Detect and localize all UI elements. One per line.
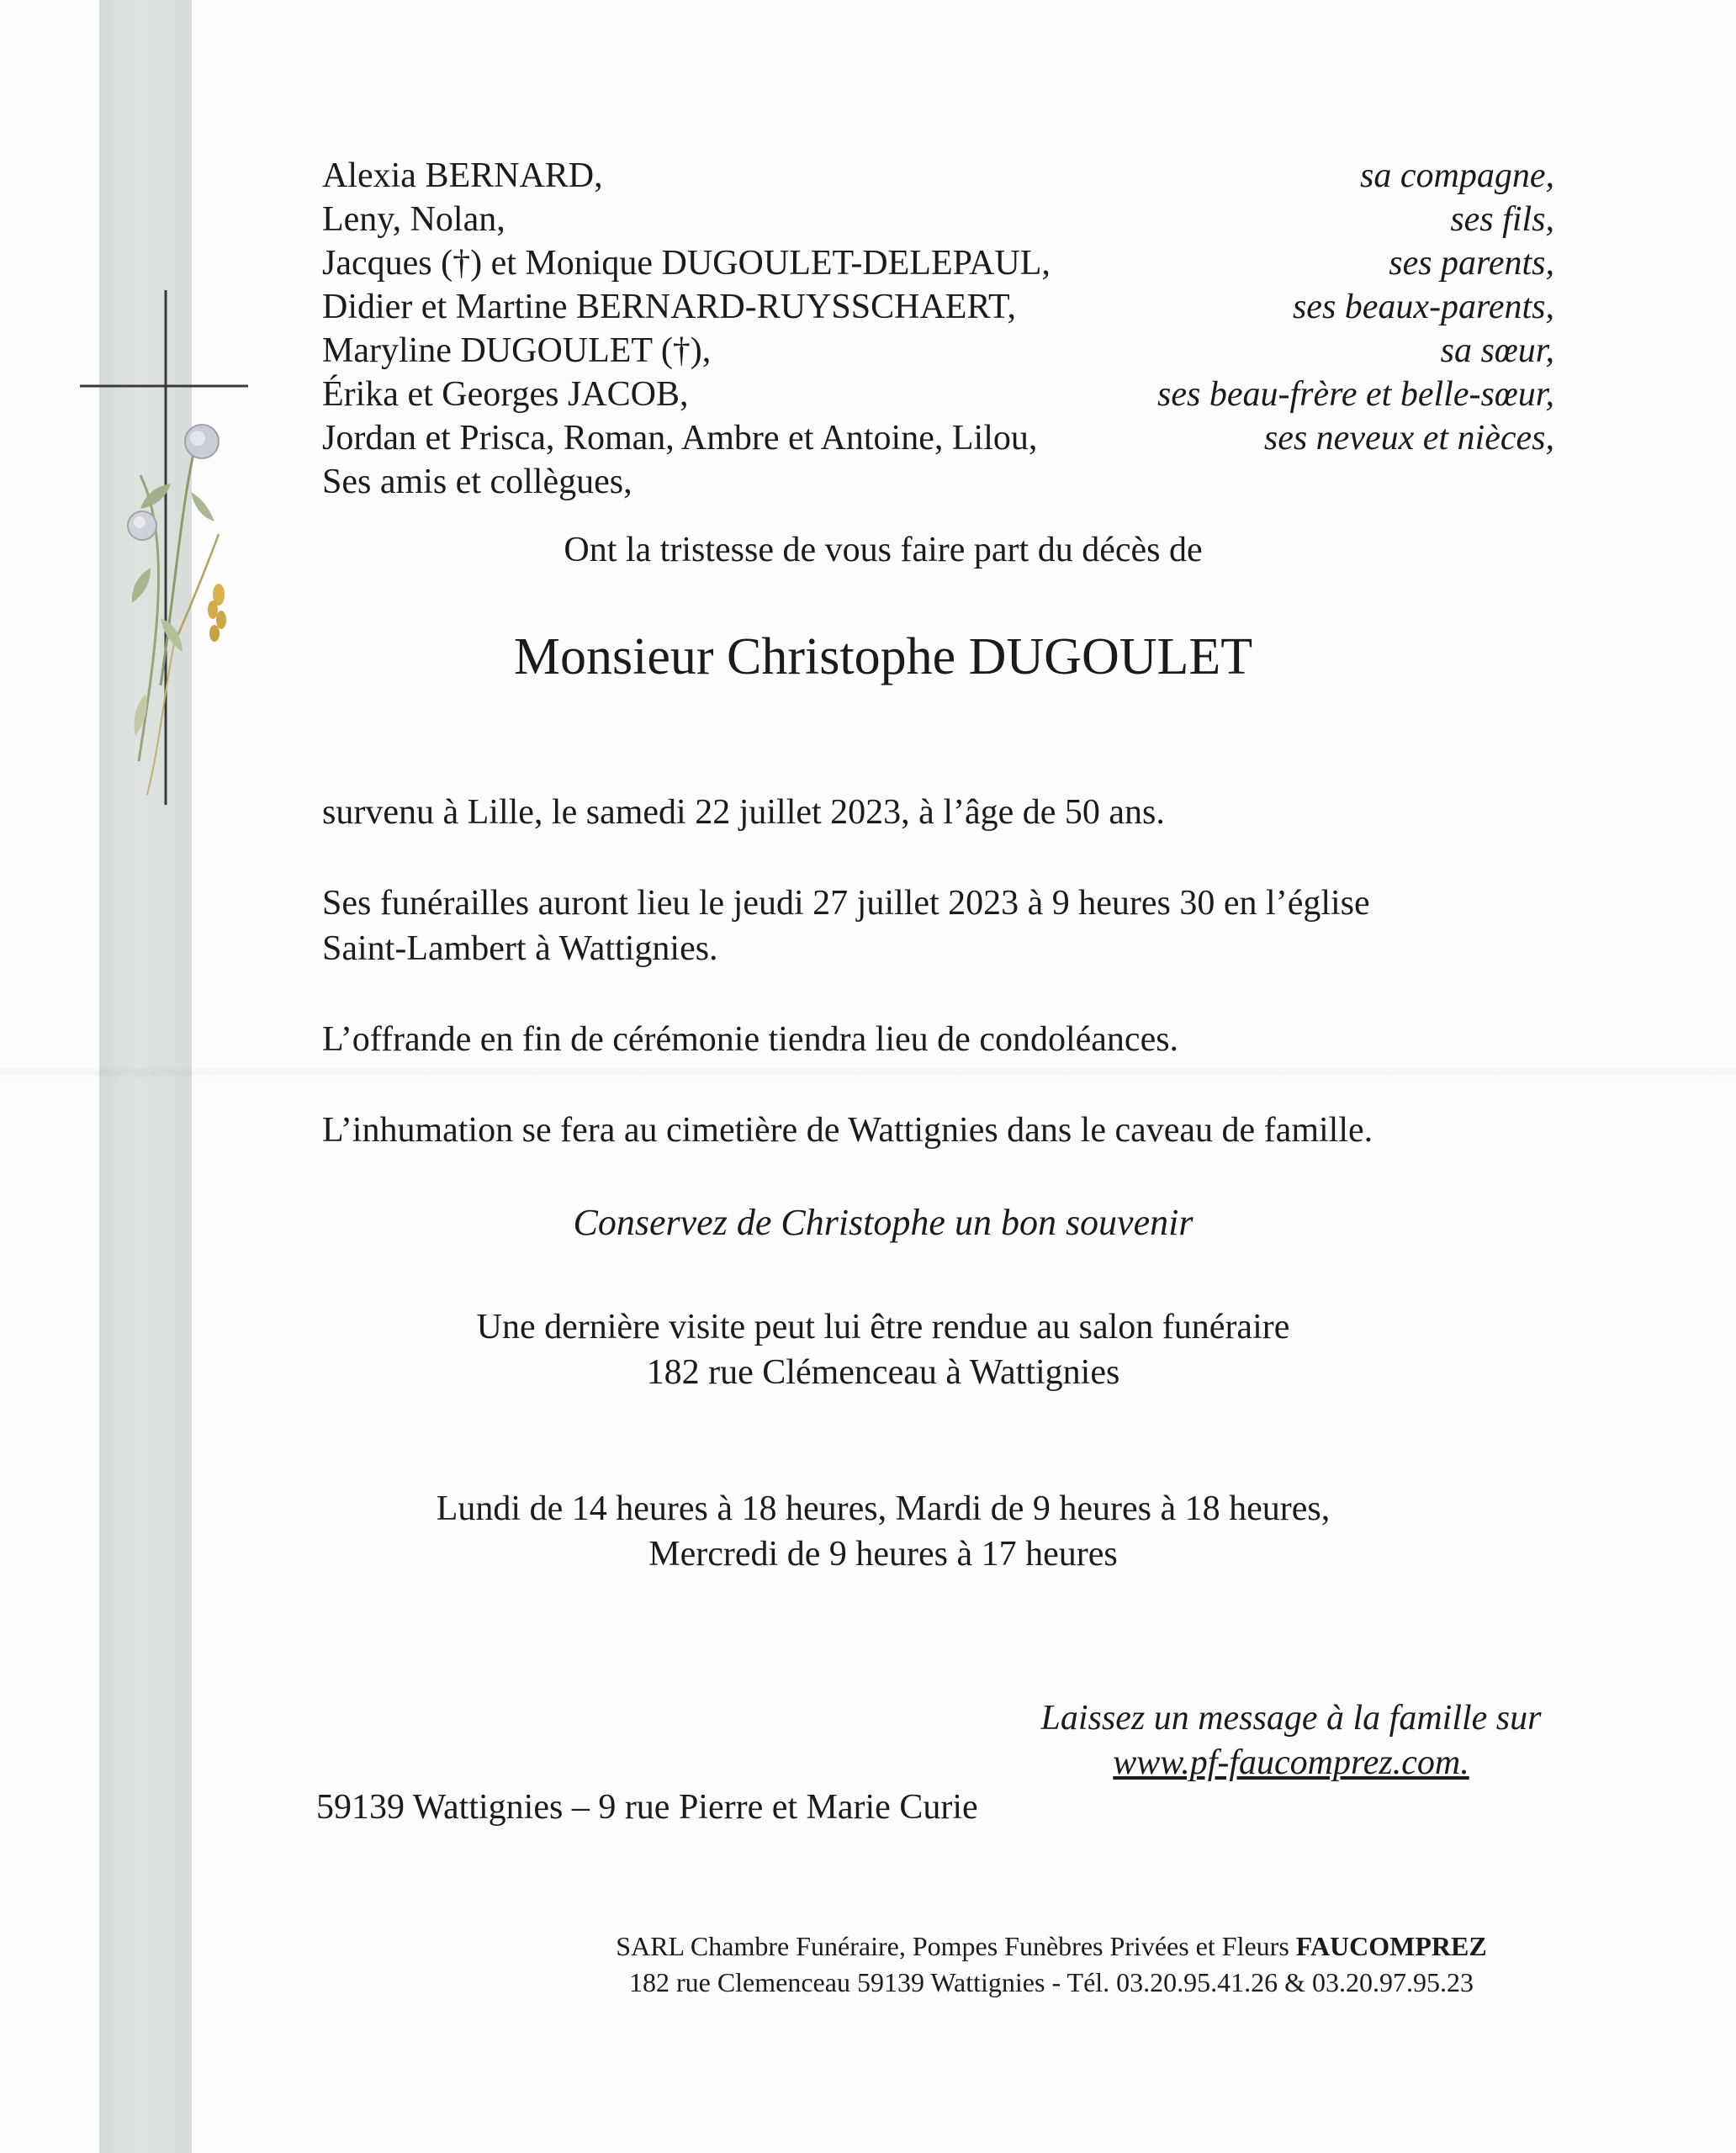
family-relation-5: sa sœur, (1440, 331, 1554, 370)
funeral-details-line2: Saint-Lambert à Wattignies. (322, 929, 718, 968)
death-details: survenu à Lille, le samedi 22 juillet 2023, à l’âge de 50 ans. (322, 793, 1165, 832)
family-names-list (322, 154, 1051, 504)
memory-phrase: Conservez de Christophe un bon souvenir (573, 1202, 1194, 1243)
family-name-4: Didier et Martine BERNARD-RUYSSCHAERT, (322, 288, 1016, 326)
offering-note: L’offrande en fin de cérémonie tiendra lieu de condoléances. (322, 1020, 1179, 1059)
family-name-7: Jordan et Prisca, Roman, Ambre et Antoine, Lilou, (322, 419, 1038, 458)
funeral-details-line1: Ses funérailles auront lieu le jeudi 27 juillet 2023 à 9 heures 30 en l’église (322, 884, 1370, 923)
family-relation-3: ses parents, (1389, 244, 1554, 283)
family-relation-7: ses neveux et nièces, (1263, 419, 1554, 458)
family-name-1: Alexia BERNARD, (322, 156, 603, 195)
announcement-text: Ont la tristesse de vous faire part du décès de (564, 531, 1203, 569)
visit-info-line2: 182 rue Clémenceau à Wattignies (646, 1353, 1120, 1392)
footer-company-line (505, 1928, 1598, 1964)
visiting-hours-line1: Lundi de 14 heures à 18 heures, Mardi de 9 heures à 18 heures, (436, 1489, 1331, 1528)
message-prompt: Laissez un message à la famille sur (1040, 1699, 1542, 1738)
family-relation-2: ses fils, (1450, 200, 1554, 239)
family-name-5: Maryline DUGOULET (†), (322, 331, 712, 370)
family-relation-6: ses beau-frère et belle-sœur, (1156, 375, 1554, 414)
funeral-home-address: 59139 Wattignies – 9 rue Pierre et Marie Curie (316, 1788, 978, 1827)
family-name-6: Érika et Georges JACOB, (322, 375, 689, 414)
footer-brand-name: FAUCOMPREZ (1295, 1931, 1487, 1961)
footer-company-text: SARL Chambre Funéraire, Pompes Funèbres Privées et Fleurs (616, 1931, 1296, 1961)
family-name-3: Jacques (†) et Monique DUGOULET-DELEPAUL, (322, 244, 1051, 283)
burial-note: L’inhumation se fera au cimetière de Wattignies dans le caveau de famille. (322, 1111, 1373, 1150)
family-name-2: Leny, Nolan, (322, 200, 505, 239)
family-name-8: Ses amis et collègues, (322, 463, 632, 501)
visiting-hours-line2: Mercredi de 9 heures à 17 heures (648, 1535, 1118, 1574)
paper-fold-line (0, 1066, 1736, 1078)
family-relation-1: sa compagne, (1360, 156, 1554, 195)
family-relations-list (1093, 154, 1554, 460)
deceased-name: Monsieur Christophe DUGOULET (513, 628, 1253, 685)
website-link[interactable]: www.pf-faucomprez.com. (1113, 1743, 1469, 1782)
family-relation-4: ses beaux-parents, (1292, 288, 1554, 326)
visit-info-line1: Une dernière visite peut lui être rendue au salon funéraire (476, 1308, 1290, 1346)
footer-contact-line: 182 rue Clemenceau 59139 Wattignies - Tél. 03.20.95.41.26 & 03.20.97.95.23 (628, 1967, 1474, 1997)
